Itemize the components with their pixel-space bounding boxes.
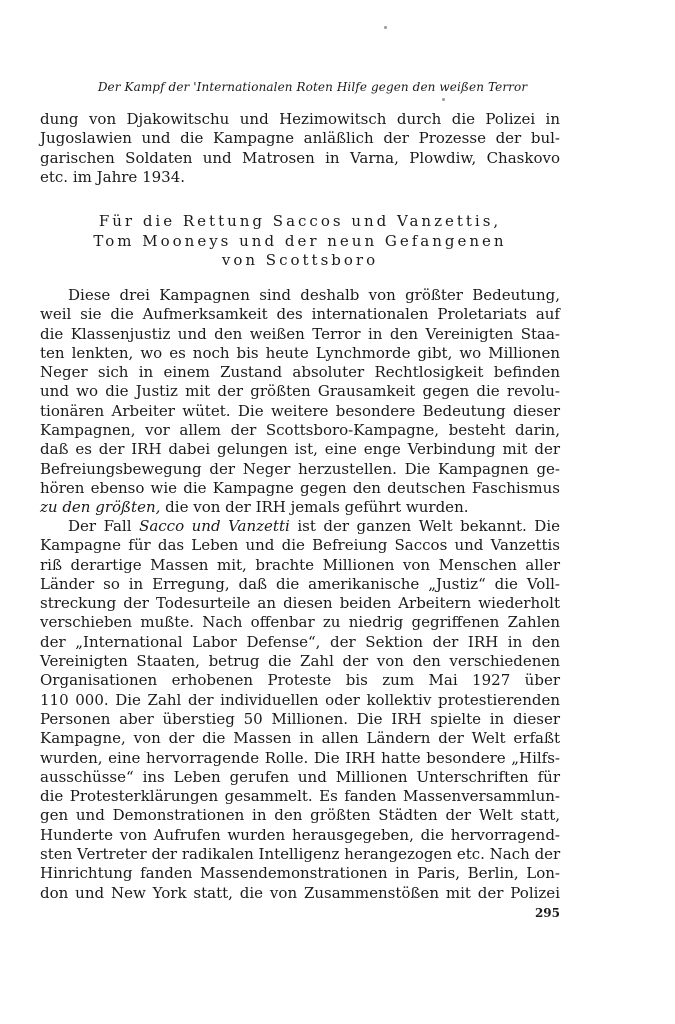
text-line: Befreiungsbewegung der Neger herzustellen. Die Kampagnen ge- (40, 459, 560, 478)
emphasis-text: Sacco und Vanzetti (139, 517, 290, 535)
intro-paragraph (40, 110, 560, 187)
text-line (40, 498, 560, 517)
text-line: etc. im Jahre 1934. (40, 167, 186, 186)
scan-speck (442, 98, 445, 101)
text-line: don und New York statt, die von Zusammenstößen mit der Polizei (40, 883, 560, 902)
text-fragment: die von der IRH jemals geführt wurden. (160, 498, 469, 517)
text-line: hören ebenso wie die Kampagne gegen den deutschen Faschismus (40, 478, 560, 497)
text-line: der „International Labor Defense“, der Sektion der IRH in den (40, 632, 560, 651)
text-line: daß es der IRH dabei gelungen ist, eine enge Verbindung mit der (40, 440, 560, 459)
text-fragment: Der Fall (68, 517, 140, 535)
text-line: Personen aber überstieg 50 Millionen. Die IRH spielte in dieser (40, 709, 560, 728)
scan-speck (384, 26, 387, 29)
text-line: weil sie die Aufmerksamkeit des internationalen Proletariats auf (40, 305, 560, 324)
paragraph-campaigns (40, 286, 560, 518)
text-line: garischen Soldaten und Matrosen in Varna, Plowdiw, Chaskovo (40, 148, 560, 167)
text-line: Organisationen erhobenen Proteste bis zum Mai 1927 über (40, 671, 560, 690)
text-line: verschieben mußte. Nach offenbar zu niedrig gegriffenen Zahlen (40, 613, 560, 632)
text-line: Länder so in Erregung, daß die amerikanische „Justiz“ die Voll- (40, 574, 560, 593)
page-number: 295 (534, 906, 560, 920)
text-line: wurden, eine hervorragende Rolle. Die IRH hatte besondere „Hilfs- (40, 748, 560, 767)
text-line: Hunderte von Aufrufen wurden herausgegeben, die hervorragend- (40, 825, 560, 844)
text-line: gen und Demonstrationen in den größten Städten der Welt statt, (40, 806, 560, 825)
text-line: Neger sich in einem Zustand absoluter Rechtlosigkeit befinden (40, 363, 560, 382)
text-line: tionären Arbeiter wütet. Die weitere besondere Bedeutung dieser (40, 401, 560, 420)
running-header: Der Kampf der 'Internationalen Roten Hilfe gegen den weißen Terror (97, 80, 528, 94)
text-line: 110 000. Die Zahl der individuellen oder kollektiv protestierenden (40, 690, 560, 709)
text-fragment: ist der ganzen Welt bekannt. Die (289, 517, 561, 535)
text-line: Diese drei Kampagnen sind deshalb von größter Bedeutung, (68, 286, 560, 304)
paragraph-sacco-vanzetti (40, 517, 560, 903)
text-line: die Protesterklärungen gesammelt. Es fanden Massenversammlun- (40, 787, 560, 806)
text-line: streckung der Todesurteile an diesen beiden Arbeitern wiederholt (40, 594, 560, 613)
text-line: Jugoslawien und die Kampagne anläßlich der Prozesse der bul- (40, 129, 560, 148)
text-line: Kampagne für das Leben und die Befreiung Saccos und Vanzettis (40, 536, 560, 555)
text-line: Kampagne, von der die Massen in allen Ländern der Welt erfaßt (40, 729, 560, 748)
text-line: Hinrichtung fanden Massendemonstrationen in Paris, Berlin, Lon- (40, 864, 560, 883)
text-line: und wo die Justiz mit der größten Grausamkeit gegen die revolu- (40, 382, 560, 401)
text-line: sten Vertreter der radikalen Intelligenz herangezogen etc. Nach der (40, 845, 561, 864)
heading-line: von Scottsboro (221, 251, 379, 269)
text-line: Vereinigten Staaten, betrug die Zahl der von den verschiedenen (40, 652, 560, 671)
text-line: riß derartige Massen mit, brachte Millionen von Menschen aller (40, 555, 560, 574)
text-line: ausschüsse“ ins Leben gerufen und Millionen Unterschriften für (40, 767, 560, 786)
text-line: ten lenkten, wo es noch bis heute Lynchmorde gibt, wo Millionen (40, 343, 560, 362)
section-heading (40, 212, 560, 271)
heading-line: Tom Mooneys und der neun Gefangenen (93, 231, 507, 250)
text-line (40, 517, 560, 536)
text-line: dung von Djakowitschu und Hezimowitsch durch die Polizei in (40, 110, 560, 128)
text-line: Kampagnen, vor allem der Scottsboro-Kampagne, besteht darin, (40, 421, 560, 440)
heading-line: Für die Rettung Saccos und Vanzettis, (98, 212, 502, 230)
emphasis-text: zu den größten, (40, 498, 161, 517)
text-line: die Klassenjustiz und den weißen Terror in den Vereinigten Staa- (40, 324, 560, 343)
